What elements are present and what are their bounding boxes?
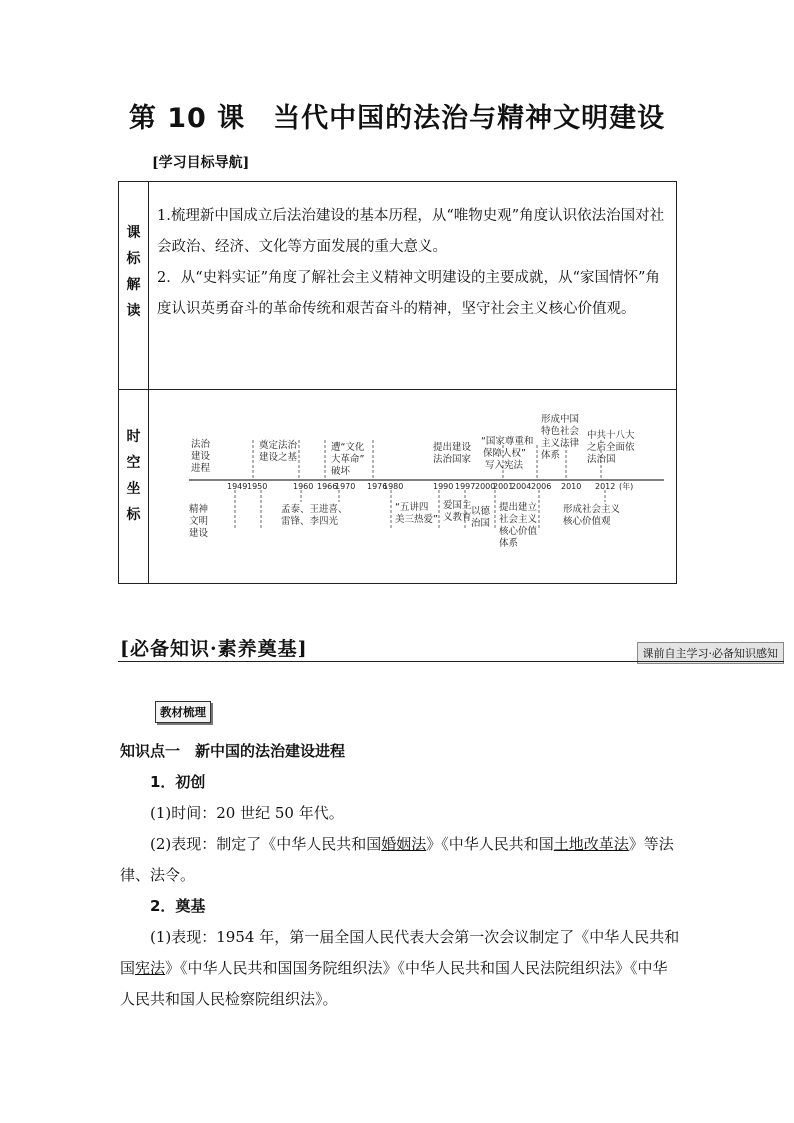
event-line: 美三热爱” (395, 514, 438, 525)
event-line: 之后全面依 (587, 442, 635, 453)
curriculum-header-char: 标 (126, 251, 141, 267)
event-line: 主义法律 (541, 438, 580, 449)
event-rule-of-law-state (433, 441, 474, 465)
event-line: 提出建立 (499, 502, 538, 513)
timeline-diagram (149, 390, 677, 582)
timeline-header (119, 424, 148, 528)
year-tick: 2010 (561, 482, 582, 491)
track-label-line: 精神 (189, 504, 209, 515)
track-label-civilization (189, 503, 211, 539)
curriculum-text (157, 201, 669, 325)
event-line: 破坏 (331, 466, 351, 477)
event-line: 义教育 (443, 512, 472, 523)
event-line: 核心价值 (499, 526, 538, 537)
event-line: 奠定法治 (259, 440, 298, 451)
section-title: [必备知识·素养奠基] (120, 638, 308, 660)
event-legal-system (541, 413, 582, 461)
track-label-line: 法治 (191, 439, 211, 450)
text-run: (2)表现：制定了《中华人民共和国 (150, 835, 382, 853)
year-tick: 1980 (383, 482, 404, 491)
event-line: 以德 (471, 506, 491, 517)
year-tick: 1950 (247, 482, 268, 491)
year-tick: 2001 (493, 482, 514, 491)
event-role-models (281, 503, 351, 527)
curriculum-header-char: 读 (126, 303, 141, 319)
event-line: 孟泰、王进喜、 (281, 504, 348, 515)
event-line: 法治国 (587, 454, 616, 465)
event-law-foundation (259, 439, 300, 463)
event-line: 大革命” (331, 454, 365, 465)
event-rule-by-virtue (471, 505, 493, 529)
underlined-term: 婚姻法 (381, 835, 427, 853)
event-patriotic-education (443, 499, 475, 523)
event-comprehensive-rule-of-law (587, 429, 638, 465)
timeline-header-char: 时 (126, 429, 141, 445)
event-line: 体系 (541, 450, 561, 461)
timeline-header-char: 坐 (126, 481, 141, 497)
curriculum-item-1: 1.梳理新中国成立后法治建设的基本历程，从“唯物史观”角度认识依法治国对社会政治、经济、文化等方面发展的重大意义。 (157, 208, 665, 255)
event-human-rights (481, 435, 536, 471)
section-header (118, 634, 784, 662)
section-tag: 课前自主学习·必备知识感知 (637, 642, 785, 664)
event-line: 建设之基 (259, 452, 298, 463)
event-core-values (563, 503, 623, 527)
subheading-founding: 1．初创 (150, 773, 206, 791)
paragraph-time: (1)时间：20 世纪 50 年代。 (150, 804, 344, 822)
year-tick: 1990 (433, 482, 454, 491)
event-line: 遭“文化 (331, 442, 365, 453)
event-line: 提出建设 (433, 442, 472, 453)
year-tick: 1976 (367, 482, 388, 491)
curriculum-header-char: 课 (126, 225, 141, 241)
event-line: 中共十八大 (587, 430, 635, 441)
event-line: 形成社会主义 (563, 504, 621, 515)
section-underline (118, 661, 784, 662)
year-tick: 1997 (455, 482, 476, 491)
event-line: 治国 (471, 518, 491, 529)
year-tick: 2012 (595, 482, 616, 491)
track-label-law (191, 438, 213, 474)
event-line: 爱国主 (443, 500, 472, 511)
event-line: “五讲四 (395, 502, 429, 513)
text-run: 》《中华人民共和国国务院组织法》《中华人民共和国人民法院组织法》《中华人民共和国人民检察院组织法》。 (120, 959, 668, 1008)
year-tick: 2006 (531, 482, 552, 491)
event-line: 形成中国 (541, 414, 580, 425)
track-label-line: 进程 (191, 463, 211, 474)
paragraph-laws (120, 829, 680, 891)
year-tick: 1966 (317, 482, 338, 491)
curriculum-header-char: 解 (126, 277, 141, 293)
event-line: 社会主义 (499, 514, 538, 525)
curriculum-item-2: 2．从“史料实证”角度了解社会主义精神文明建设的主要成就，从“家国情怀”角度认识英勇奋斗的革命传统和艰苦奋斗的精神，坚守社会主义核心价值观。 (157, 270, 660, 317)
objectives-table (118, 181, 677, 584)
text-run: (1)表现：1954 年，第一届全国人民代表大会第一次会议制定了《中华人民共和国 (120, 928, 680, 977)
text-run: 》等法律、法令。 (120, 835, 674, 884)
event-line: 特色社会 (541, 426, 580, 437)
paragraph-1954 (120, 922, 680, 1015)
year-tick: 1960 (293, 482, 314, 491)
textbook-review-tag: 教材梳理 (155, 701, 211, 723)
event-five-four-three (395, 501, 438, 525)
event-line: 雷锋、李四光 (281, 516, 339, 527)
year-tick: 1970 (335, 482, 356, 491)
event-line: 核心价值观 (563, 516, 611, 527)
year-tick: 2004 (511, 482, 532, 491)
event-line: 体系 (499, 538, 519, 549)
event-line: 法治国家 (433, 454, 472, 465)
knowledge-point-heading: 知识点一 新中国的法治建设进程 (120, 742, 346, 760)
learning-goals-label: [学习目标导航] (152, 155, 250, 171)
timeline-header-char: 空 (126, 455, 141, 471)
year-ticks (227, 481, 633, 491)
track-label-line: 文明 (189, 516, 209, 527)
event-line: “国家尊重和 (481, 436, 534, 447)
page-title: 第 10 课 当代中国的法治与精神文明建设 (128, 103, 666, 134)
track-label-line: 建设 (191, 451, 211, 462)
text-run: 》《中华人民共和国 (426, 835, 554, 853)
event-cultural-revolution (331, 441, 367, 477)
subheading-foundation: 2．奠基 (150, 897, 206, 915)
track-label-line: 建设 (189, 528, 209, 539)
curriculum-header (119, 220, 148, 324)
event-line: 保障人权” (483, 448, 526, 459)
event-line: 写入宪法 (485, 460, 524, 471)
year-tick: (年) (619, 482, 634, 491)
year-tick: 2000 (475, 482, 496, 491)
year-tick: 1949 (227, 482, 248, 491)
underlined-term: 土地改革法 (553, 835, 629, 853)
timeline-header-char: 标 (126, 507, 141, 523)
event-core-value-system (499, 501, 540, 549)
body-text (120, 736, 680, 1015)
underlined-term: 宪法 (135, 959, 166, 977)
